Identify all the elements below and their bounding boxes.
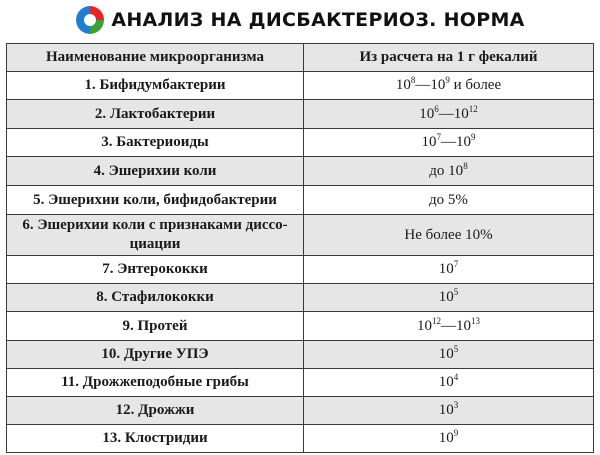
amount-value: $10^7$ <box>304 256 594 284</box>
organism-name: 1. Бифидумбактерии <box>7 72 304 100</box>
amount-value: $10^7—10^9$ <box>304 129 594 157</box>
page-title: АНАЛИЗ НА ДИСБАКТЕРИОЗ. НОРМА <box>111 9 525 31</box>
column-header-organism: Наименование микроорганизма <box>7 44 304 72</box>
organism-name: 2. Лактобактерии <box>7 100 304 129</box>
amount-value: $10^6—10^{12}$ <box>304 100 594 129</box>
table-row <box>7 100 594 129</box>
organism-name: 4. Эшерихии коли <box>7 157 304 186</box>
organism-name: 9. Протей <box>7 312 304 341</box>
organism-name: 3. Бактериоиды <box>7 129 304 157</box>
table-row <box>7 186 594 215</box>
table-row <box>7 215 594 256</box>
amount-value: $10^4$ <box>304 369 594 397</box>
amount-value: $10^5$ <box>304 341 594 369</box>
table-row <box>7 256 594 284</box>
table-row <box>7 129 594 157</box>
amount-value: $10^3$ <box>304 397 594 425</box>
table-row <box>7 312 594 341</box>
table-row <box>7 341 594 369</box>
amount-value: $10^8—10^9$ и более <box>304 72 594 100</box>
amount-value: до $10^8$ <box>304 157 594 186</box>
tricolor-circle-logo-icon <box>75 5 105 35</box>
organism-name: 11. Дрожжеподобные грибы <box>7 369 304 397</box>
amount-value: $10^{12}—10^{13}$ <box>304 312 594 341</box>
organism-name: 5. Эшерихии коли, бифидобактерии <box>7 186 304 215</box>
amount-value: до 5% <box>304 186 594 215</box>
organism-name: 12. Дрожжи <box>7 397 304 425</box>
norms-table <box>6 43 594 453</box>
table-row <box>7 72 594 100</box>
title-bar <box>0 0 600 40</box>
amount-value: Не более 10% <box>304 215 594 256</box>
table-row <box>7 425 594 453</box>
amount-value: $10^9$ <box>304 425 594 453</box>
table-row <box>7 397 594 425</box>
table-row <box>7 369 594 397</box>
table-row <box>7 284 594 312</box>
table-row <box>7 157 594 186</box>
organism-name: 8. Стафилококки <box>7 284 304 312</box>
organism-name: 7. Энтерококки <box>7 256 304 284</box>
column-header-amount: Из расчета на 1 г фекалий <box>304 44 594 72</box>
organism-name: 6. Эшерихии коли с признаками диссо- циации <box>7 215 304 256</box>
organism-name: 13. Клостридии <box>7 425 304 453</box>
organism-name: 10. Другие УПЭ <box>7 341 304 369</box>
amount-value: $10^5$ <box>304 284 594 312</box>
table-header-row <box>7 44 594 72</box>
